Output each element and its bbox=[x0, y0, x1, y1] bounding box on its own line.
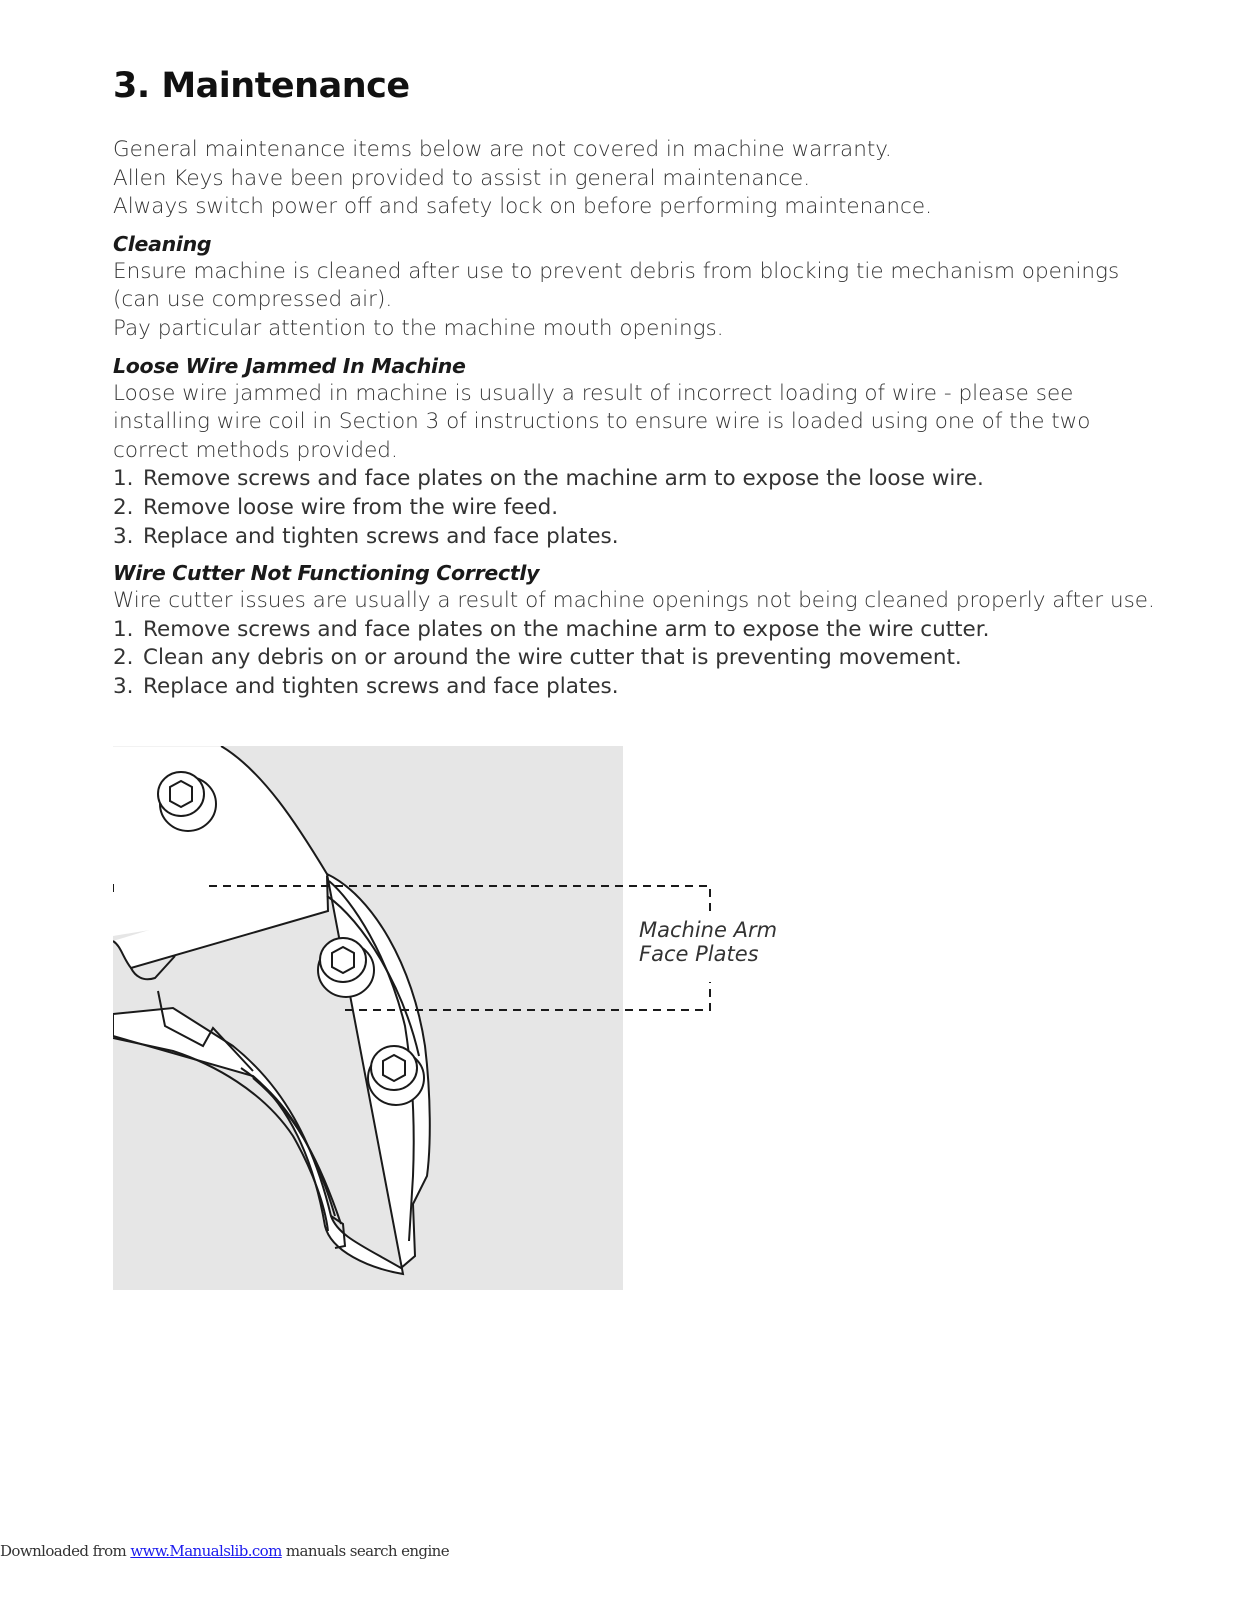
step-text: Remove screws and face plates on the machine arm to expose the loose wire. bbox=[143, 466, 984, 492]
wire-cutter-paragraph bbox=[113, 587, 1173, 616]
step-number: 1. bbox=[113, 616, 134, 642]
list-item bbox=[113, 616, 1173, 645]
intro-line: Allen Keys have been provided to assist in general maintenance. bbox=[113, 165, 811, 191]
intro-paragraph bbox=[113, 136, 1173, 222]
step-number: 1. bbox=[113, 466, 134, 492]
list-item bbox=[113, 523, 1173, 552]
step-number: 3. bbox=[113, 523, 134, 549]
footer-suffix: manuals search engine bbox=[281, 1542, 449, 1560]
document-body bbox=[113, 136, 1173, 702]
section-heading-wire-cutter: Wire Cutter Not Functioning Correctly bbox=[113, 561, 540, 586]
loose-wire-paragraph bbox=[113, 380, 1173, 466]
step-text: Replace and tighten screws and face plates. bbox=[143, 523, 619, 549]
cleaning-line: (can use compressed air). bbox=[113, 287, 393, 313]
step-number: 2. bbox=[113, 645, 134, 671]
callout-label bbox=[639, 918, 777, 966]
callout-line: Face Plates bbox=[639, 942, 759, 966]
step-text: Replace and tighten screws and face plates. bbox=[143, 673, 619, 699]
loose-wire-steps bbox=[113, 465, 1173, 551]
list-item bbox=[113, 465, 1173, 494]
loose-wire-line: installing wire coil in Section 3 of instructions to ensure wire is loaded using one of the two bbox=[113, 409, 1091, 435]
loose-wire-line: Loose wire jammed in machine is usually a result of incorrect loading of wire - please see bbox=[113, 380, 1074, 406]
cleaning-paragraph bbox=[113, 258, 1173, 344]
list-item bbox=[113, 494, 1173, 523]
page-title: 3. Maintenance bbox=[113, 66, 410, 106]
cleaning-line: Pay particular attention to the machine mouth openings. bbox=[113, 315, 724, 341]
footer bbox=[0, 1542, 449, 1560]
loose-wire-line: correct methods provided. bbox=[113, 437, 398, 463]
step-text: Remove loose wire from the wire feed. bbox=[143, 494, 559, 520]
section-heading-loose-wire: Loose Wire Jammed In Machine bbox=[113, 353, 466, 378]
step-text: Clean any debris on or around the wire cutter that is preventing movement. bbox=[143, 645, 962, 671]
intro-line: General maintenance items below are not covered in machine warranty. bbox=[113, 137, 892, 162]
wire-cutter-steps bbox=[113, 616, 1173, 702]
section-heading-cleaning: Cleaning bbox=[113, 231, 212, 256]
step-number: 2. bbox=[113, 494, 134, 520]
list-item bbox=[113, 644, 1173, 673]
wire-cutter-line: Wire cutter issues are usually a result of machine openings not being cleaned properly after use. bbox=[113, 588, 1155, 614]
step-number: 3. bbox=[113, 673, 134, 699]
machine-arm-illustration bbox=[113, 746, 793, 1291]
footer-prefix: Downloaded from bbox=[0, 1542, 131, 1560]
callout-line: Machine Arm bbox=[639, 918, 778, 942]
footer-link[interactable]: www.Manualslib.com bbox=[130, 1542, 282, 1560]
cleaning-line: Ensure machine is cleaned after use to prevent debris from blocking tie mechanism openings bbox=[113, 258, 1120, 284]
list-item bbox=[113, 673, 1173, 702]
intro-line: Always switch power off and safety lock on before performing maintenance. bbox=[113, 194, 932, 220]
step-text: Remove screws and face plates on the machine arm to expose the wire cutter. bbox=[143, 616, 990, 642]
